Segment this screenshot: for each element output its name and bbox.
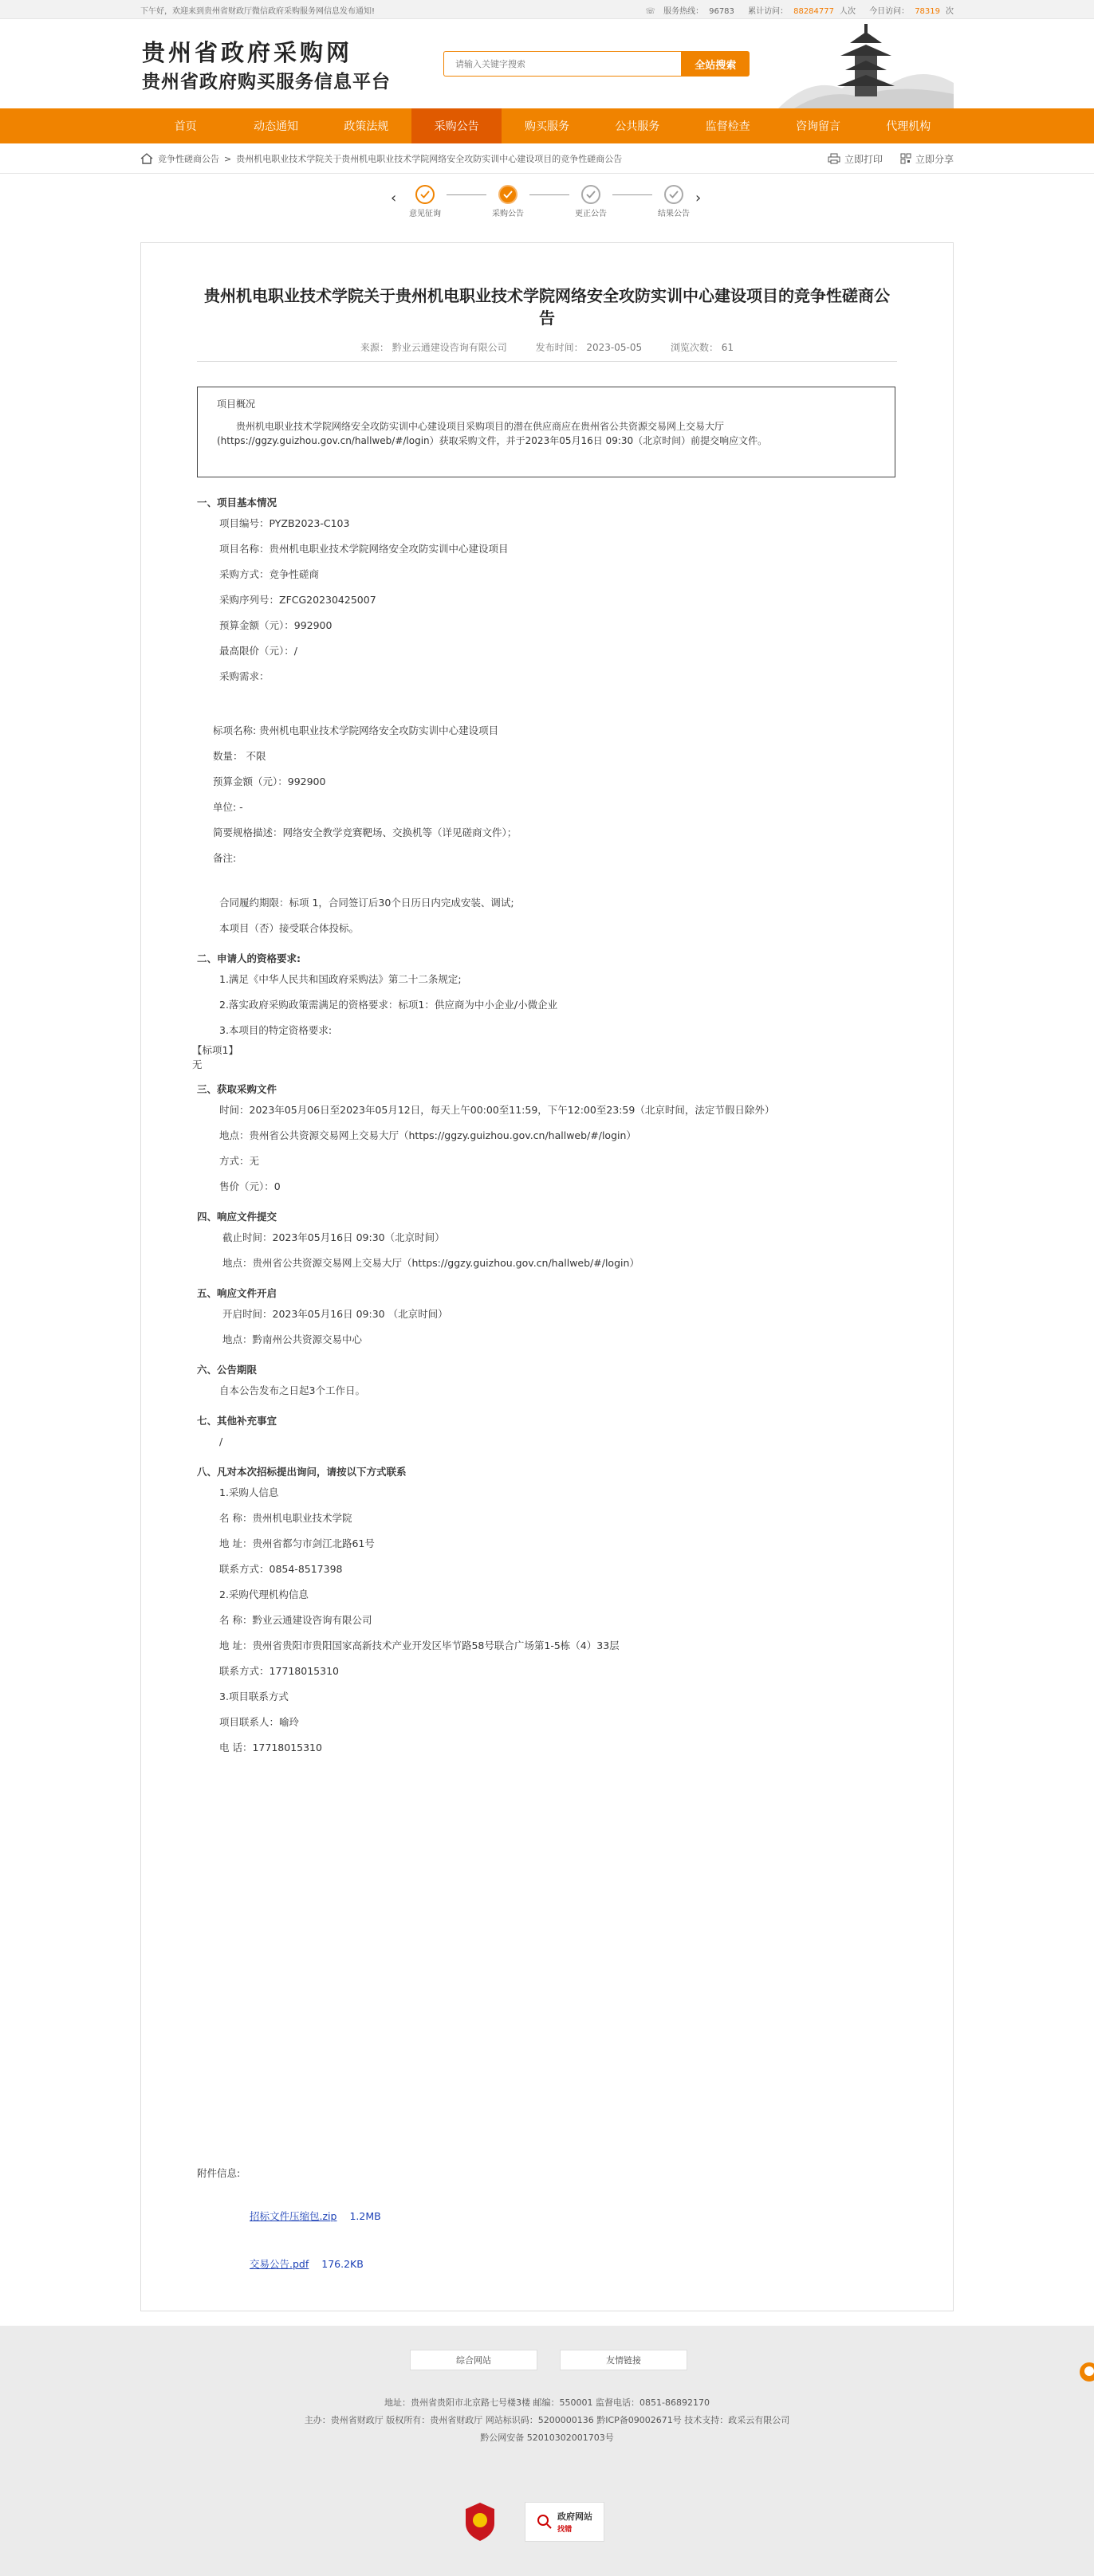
contact-line: 1.采购人信息 [219, 1486, 279, 1498]
footer-badges [462, 2501, 604, 2543]
section-heading: 五、响应文件开启 [197, 1287, 277, 1299]
home-icon[interactable] [140, 153, 153, 164]
info-line: 地点：贵州省公共资源交易网上交易大厅（https://ggzy.guizhou.gov.cn/hallweb/#/login） [219, 1129, 636, 1141]
printer-icon [828, 153, 840, 164]
step-connector [447, 194, 486, 195]
contact-line: 地 址：贵州省贵阳市贵阳国家高新技术产业开发区毕节路58号联合广场第1-5栋（4）33层 [219, 1639, 620, 1651]
attachment-size: 1.2MB [349, 2210, 381, 2222]
lot-line: 预算金额（元）：992900 [213, 776, 326, 787]
step-connector [529, 194, 569, 195]
section-heading: 八、凡对本次招标提出询问，请按以下方式联系 [197, 1466, 407, 1478]
breadcrumb-separator: > [224, 153, 232, 164]
article-panel [140, 242, 954, 2311]
nav-news[interactable]: 动态通知 [253, 120, 298, 133]
visit-stats [639, 4, 954, 16]
info-line: 3.本项目的特定资格要求: [219, 1024, 333, 1036]
info-line: / [219, 1435, 223, 1447]
article-views: 浏览次数： 61 [670, 342, 734, 353]
contact-line: 3.项目联系方式 [219, 1690, 289, 1702]
lot-requirement: 无 [192, 1058, 203, 1070]
lot-line: 标项名称: 贵州机电职业技术学院网络安全攻防实训中心建设项目 [213, 724, 499, 736]
info-line: 1.满足《中华人民共和国政府采购法》第二十二条规定; [219, 973, 462, 985]
steps-next-arrow-icon[interactable]: › [695, 190, 702, 206]
info-line: 方式：无 [219, 1155, 260, 1167]
gov-site-error-badge[interactable]: 政府网站 找错 [525, 2502, 604, 2542]
contact-line: 电 话：17718015310 [219, 1742, 322, 1753]
article-meta [141, 340, 953, 354]
total-visits: 累计访问： 88284777 人次 [748, 6, 856, 16]
info-line: 自本公告发布之日起3个工作日。 [219, 1384, 365, 1396]
welcome-text: 下午好，欢迎来到贵州省财政厅微信政府采购服务网信息发布通知! [140, 6, 376, 16]
contact-line: 名 称：贵州机电职业技术学院 [219, 1512, 352, 1524]
article-body [192, 485, 895, 1761]
check-icon [664, 185, 683, 204]
attachments [197, 2166, 381, 2276]
info-line: 合同履约期限：标项 1，合同签订后30个日历日内完成安装、调试; [219, 897, 514, 909]
project-overview-box [197, 387, 895, 477]
footer-link-selectors [410, 2350, 687, 2370]
attachment-item [197, 2209, 381, 2228]
info-line: 截止时间：2023年05月16日 09:30（北京时间） [222, 1231, 445, 1243]
article-source: 来源： 黔业云通建设咨询有限公司 [360, 342, 507, 353]
contact-line: 联系方式：0854-8517398 [219, 1563, 343, 1575]
qrcode-icon [900, 153, 911, 164]
contact-line: 地 址：贵州省都匀市剑江北路61号 [219, 1537, 375, 1549]
pagoda-illustration-icon [778, 21, 954, 108]
info-line: 本项目（否）接受联合体投标。 [219, 922, 360, 934]
nav-home[interactable]: 首页 [174, 120, 197, 133]
announcement-steps [0, 174, 1094, 230]
check-icon [581, 185, 600, 204]
info-line: 最高限价（元）：/ [219, 645, 297, 657]
spacer [197, 871, 895, 890]
attachment-link-pdf[interactable]: 交易公告.pdf [250, 2258, 309, 2270]
step-result[interactable]: 结果公告 [652, 177, 695, 218]
footer-host: 主办：贵州省财政厅 版权所有：贵州省财政厅 网站标识码：5200000136 黔ICP备09002671号 技术支持：政采云有限公司 [304, 2415, 790, 2425]
info-line: 项目编号：PYZB2023-C103 [219, 517, 350, 529]
header [0, 19, 1094, 108]
attachment-size: 176.2KB [321, 2258, 364, 2270]
contact-line: 项目联系人：喻玲 [219, 1716, 300, 1728]
info-line: 时间：2023年05月06日至2023年05月12日，每天上午00:00至11:59，下午12:00至23:59（北京时间，法定节假日除外） [219, 1104, 775, 1116]
nav-policy[interactable]: 政策法规 [344, 120, 389, 133]
check-icon [415, 185, 435, 204]
section-heading: 三、获取采购文件 [197, 1083, 277, 1095]
contact-line: 联系方式：17718015310 [219, 1665, 339, 1677]
site-logo-subtitle[interactable]: 贵州省政府购买服务信息平台 [142, 71, 391, 92]
footer-address: 地址：贵州省贵阳市北京路七号楼3楼 邮编：550001 监督电话：0851-86892170 [384, 2397, 710, 2408]
step-announcement[interactable]: 采购公告 [486, 177, 529, 218]
section-heading: 六、公告期限 [197, 1364, 258, 1376]
nav-supervision[interactable]: 监督检查 [705, 120, 750, 133]
section-heading: 七、其他补充事宜 [197, 1415, 277, 1427]
nav-procurement[interactable]: 采购公告 [411, 108, 502, 143]
friendly-links-select[interactable]: 友情链接 [560, 2350, 687, 2370]
attachment-link-zip[interactable]: 招标文件压缩包.zip [250, 2210, 337, 2222]
lot-line: 备注: [213, 852, 237, 864]
section-heading: 一、项目基本情况 [197, 497, 277, 509]
nav-public-service[interactable]: 公共服务 [615, 120, 660, 133]
step-correction[interactable]: 更正公告 [569, 177, 612, 218]
breadcrumb [0, 143, 1094, 174]
overview-heading: 项目概况 [217, 399, 256, 410]
check-icon [498, 185, 517, 204]
today-visits: 今日访问： 78319 次 [869, 6, 954, 16]
nav-agency[interactable]: 代理机构 [886, 120, 931, 133]
site-logo-title[interactable]: 贵州省政府采购网 [142, 39, 353, 66]
info-line: 采购需求： [219, 670, 270, 682]
footer-info [0, 2394, 1094, 2447]
info-line: 采购序列号：ZFCG20230425007 [219, 594, 376, 606]
spacer [197, 689, 895, 718]
print-button[interactable]: 立即打印 [828, 152, 883, 166]
comprehensive-sites-select[interactable]: 综合网站 [410, 2350, 537, 2370]
overview-text: 贵州机电职业技术学院网络安全攻防实训中心建设项目采购项目的潜在供应商应在贵州省公共资源交易网上交易大厅(https://ggzy.guizhou.gov.cn/hallweb/#/login）获取采购文件，并于2023年05月16日 09:30（北京时间）前提交响应文件。 [217, 421, 768, 446]
section-heading: 二、申请人的资格要求: [197, 952, 301, 964]
hotline: ☏ 服务热线： 96783 [645, 6, 734, 16]
contact-line: 2.采购代理机构信息 [219, 1588, 309, 1600]
footer-security-record: 黔公网安备 52010302001703号 [480, 2433, 614, 2443]
breadcrumb-current: 贵州机电职业技术学院关于贵州机电职业技术学院网络安全攻防实训中心建设项目的竞争性磋商公告 [236, 154, 623, 164]
article-title: 贵州机电职业技术学院关于贵州机电职业技术学院网络安全攻防实训中心建设项目的竞争性磋商公告 [204, 286, 890, 328]
nav-consult[interactable]: 咨询留言 [795, 120, 840, 133]
attachments-label: 附件信息: [197, 2167, 241, 2179]
info-line: 采购方式：竞争性磋商 [219, 568, 320, 580]
nav-purchase-service[interactable]: 购买服务 [524, 120, 569, 133]
main-nav [0, 108, 1094, 143]
info-line: 预算金额（元）：992900 [219, 619, 333, 631]
breadcrumb-category[interactable]: 竞争性磋商公告 [158, 154, 219, 164]
article-date: 发布时间： 2023-05-05 [535, 342, 643, 353]
info-line: 售价（元）：0 [219, 1180, 281, 1192]
info-line: 地点：贵州省公共资源交易网上交易大厅（https://ggzy.guizhou.gov.cn/hallweb/#/login） [222, 1257, 639, 1269]
share-button[interactable]: 立即分享 [900, 152, 954, 166]
attachment-item [197, 2256, 381, 2276]
lot-line: 简要规格描述：网络安全教学竞赛靶场、交换机等（详见磋商文件）； [213, 827, 517, 838]
contact-line: 名 称：黔业云通建设咨询有限公司 [219, 1614, 372, 1626]
step-connector [612, 194, 652, 195]
steps-prev-arrow-icon[interactable]: ‹ [391, 190, 397, 206]
section-heading: 四、响应文件提交 [197, 1211, 277, 1223]
info-line: 地点：黔南州公共资源交易中心 [222, 1333, 363, 1345]
info-line: 开启时间：2023年05月16日 09:30 （北京时间） [222, 1308, 448, 1320]
footer [0, 2326, 1094, 2576]
lot-line: 数量： 不限 [213, 750, 266, 762]
search-bar [443, 51, 750, 77]
step-consultation[interactable]: 意见征询 [403, 177, 447, 218]
lot-tag: 【标项1】 [192, 1044, 238, 1056]
magnifier-icon [537, 2514, 553, 2530]
info-line: 项目名称：贵州机电职业技术学院网络安全攻防实训中心建设项目 [219, 543, 509, 555]
info-line: 2.落实政府采购政策需满足的资格要求：标项1：供应商为中小企业/小微企业 [219, 999, 558, 1011]
top-bar [0, 0, 1094, 19]
title-divider [197, 361, 897, 362]
floating-helper-icon[interactable] [1078, 2361, 1094, 2383]
lot-line: 单位: - [213, 801, 243, 813]
search-button[interactable]: 全站搜索 [681, 51, 750, 77]
search-input[interactable] [443, 51, 681, 77]
party-gov-badge-icon[interactable] [462, 2501, 498, 2543]
